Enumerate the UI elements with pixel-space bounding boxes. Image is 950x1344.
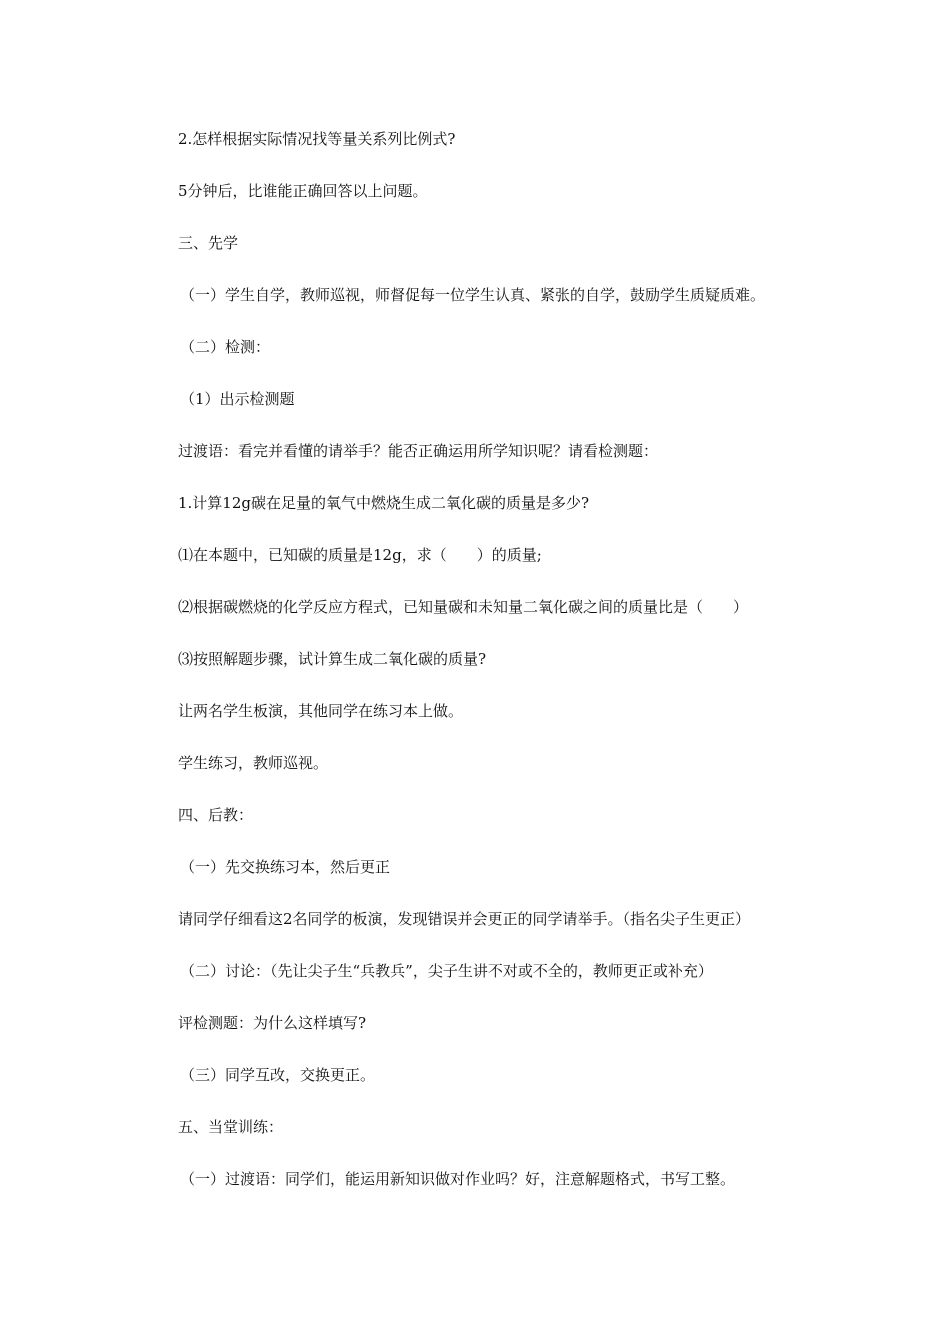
question-line: ⑴在本题中，已知碳的质量是12g，求（ ）的质量; [178, 546, 542, 564]
text-line: （二）检测： [180, 338, 271, 356]
text-line: 5分钟后，比谁能正确回答以上问题。 [178, 182, 428, 200]
document-body [178, 124, 818, 1216]
question-line: ⑵根据碳燃烧的化学反应方程式，已知量碳和未知量二氧化碳之间的质量比是（ ） [178, 598, 749, 616]
section-heading: 五、当堂训练： [178, 1118, 284, 1136]
question-line: ⑶按照解题步骤，试计算生成二氧化碳的质量? [178, 650, 487, 668]
text-line: （三）同学互改，交换更正。 [180, 1066, 376, 1084]
section-heading: 三、先学 [178, 234, 239, 252]
text-line: 请同学仔细看这2名同学的板演，发现错误并会更正的同学请举手。（指名尖子生更正） [178, 910, 751, 928]
text-line: 评检测题：为什么这样填写? [178, 1014, 367, 1032]
text-line: （二）讨论：（先让尖子生“兵教兵”，尖子生讲不对或不全的，教师更正或补充） [180, 962, 713, 980]
text-line: 学生练习，教师巡视。 [178, 754, 329, 772]
text-line: 让两名学生板演，其他同学在练习本上做。 [178, 702, 464, 720]
section-heading: 四、后教： [178, 806, 254, 824]
text-line: 2.怎样根据实际情况找等量关系列比例式? [178, 130, 456, 148]
text-line: （一）过渡语：同学们，能运用新知识做对作业吗？好，注意解题格式，书写工整。 [180, 1170, 736, 1188]
text-line: （一）学生自学，教师巡视，师督促每一位学生认真、紧张的自学，鼓励学生质疑质难。 [180, 286, 766, 304]
text-line: 过渡语：看完并看懂的请举手？能否正确运用所学知识呢？请看检测题： [178, 442, 659, 460]
text-line: （1）出示检测题 [180, 390, 295, 408]
text-line: （一）先交换练习本，然后更正 [180, 858, 391, 876]
question-line: 1.计算12g碳在足量的氧气中燃烧生成二氧化碳的质量是多少? [178, 494, 590, 512]
